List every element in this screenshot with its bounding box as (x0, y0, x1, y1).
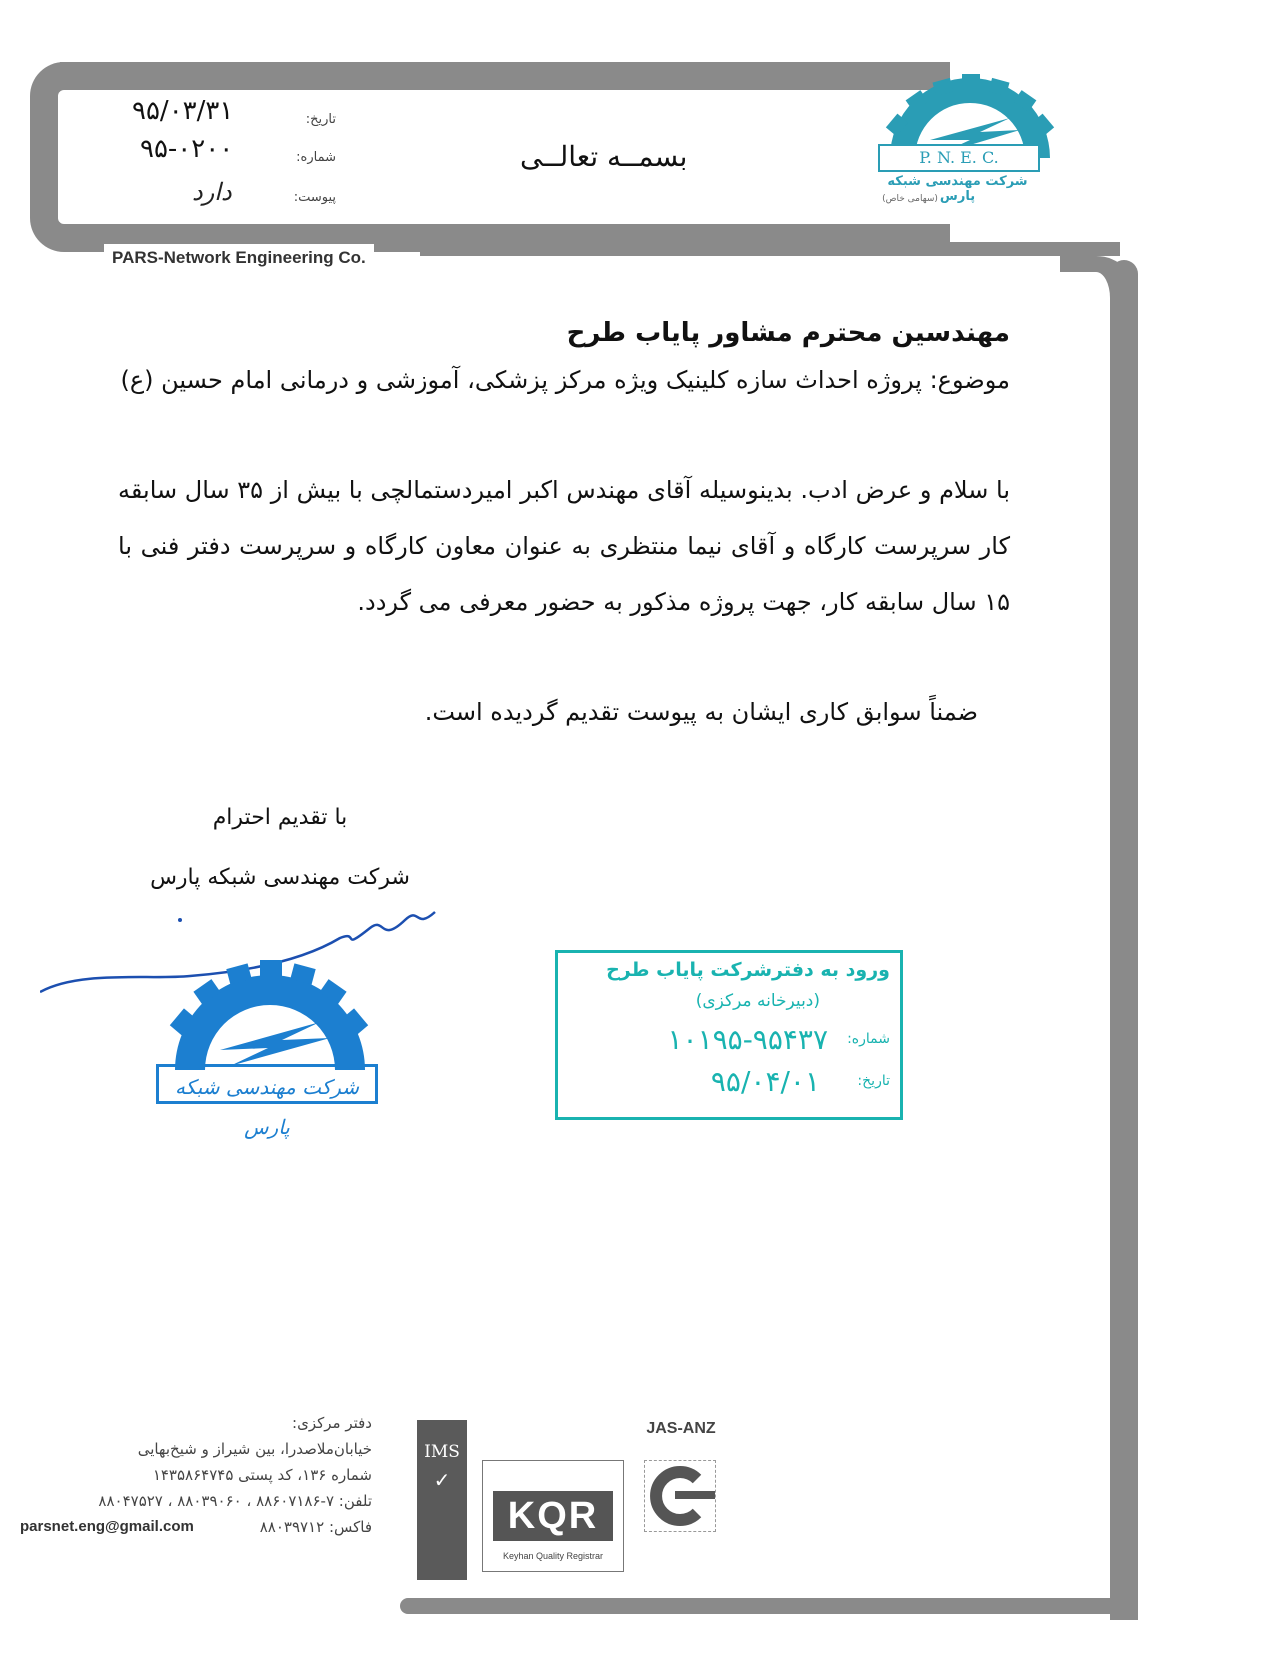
closing: با تقدیم احترام (212, 805, 348, 830)
attachment-label: پیوست: (293, 190, 336, 205)
logo-company-name: شرکت مهندسی شبکه پارس (887, 174, 1028, 204)
date-label: تاریخ: (305, 112, 336, 127)
address-line-2: شماره ۱۳۶، کد پستی ۱۴۳۵۸۶۴۷۴۵ (152, 1466, 372, 1484)
recipient: مهندسین محترم مشاور پایاب طرح (566, 318, 1010, 348)
seal-gear-icon (150, 952, 390, 1072)
company-seal (150, 952, 390, 1139)
company-english-name: PARS-Network Engineering Co. (104, 244, 374, 272)
fax: فاکس: ۸۸۰۳۹۷۱۲ (259, 1518, 372, 1536)
stamp-subtitle: (دبیرخانه مرکزی) (695, 991, 820, 1011)
number-label: شماره: (296, 150, 336, 165)
jas-anz-text: JAS-ANZ (646, 1420, 716, 1437)
header-frame-bottom (420, 242, 1120, 256)
postscript: ضمناً سوابق کاری ایشان به پیوست تقدیم گردیده است. (424, 698, 978, 726)
footer-address (20, 1410, 372, 1540)
ims-text: IMS (424, 1442, 460, 1462)
check-icon: ✓ (433, 1468, 451, 1492)
footer-frame-bar (400, 1598, 1138, 1614)
date-value: ۹۵/۰۳/۳۱ (132, 96, 234, 126)
receipt-stamp (555, 950, 903, 1120)
logo-company-type: (سهامی خاص) (882, 194, 938, 204)
phones: تلفن: ۷-۸۸۶۰۷۱۸۶ ، ۸۸۰۳۹۰۶۰ ، ۸۸۰۴۷۵۲۷ (98, 1492, 372, 1510)
number-value: ۹۵-۰۲۰۰ (140, 134, 234, 164)
jas-anz-cert-logo (636, 1420, 726, 1580)
letter-body: با سلام و عرض ادب. بدینوسیله آقای مهندس اکبر امیردستمالچی با بیش از ۳۵ سال سابقه کار سرپرست کارگاه و آقای نیما منتظری به عنوان معاون کارگاه و سرپرست دفتر فنی با ۱۵ سال سابقه کار، جهت پروژه مذکور به حضور معرفی می گردد. (118, 476, 1010, 616)
office-label: دفتر مرکزی: (292, 1414, 372, 1432)
subject: موضوع: پروژه احداث سازه کلینیک ویژه مرکز پزشکی، آموزشی و درمانی امام حسین (ع) (120, 366, 1010, 394)
kqr-text: KQR (493, 1491, 613, 1541)
stamp-number-value: ۱۰۱۹۵-۹۵۴۳۷ (667, 1023, 828, 1056)
jas-anz-c-icon (645, 1461, 715, 1531)
jas-anz-mark (644, 1460, 716, 1532)
stamp-number-label: شماره: (847, 1031, 890, 1047)
attachment-value: دارد (192, 178, 232, 206)
company-logo (870, 70, 1080, 220)
stamp-date-value: ۹۵/۰۴/۰۱ (710, 1065, 820, 1098)
email: parsnet.eng@gmail.com (20, 1518, 194, 1535)
signatory: شرکت مهندسی شبکه پارس (150, 865, 410, 890)
stamp-date-label: تاریخ: (857, 1073, 890, 1089)
stamp-title: ورود به دفترشرکت پایاب طرح (606, 959, 890, 981)
kqr-caption: Keyhan Quality Registrar (502, 1551, 604, 1561)
address-line-1: خیابان‌ملاصدرا، بین شیراز و شیخ‌بهایی (137, 1440, 372, 1458)
right-frame-bar (1110, 260, 1138, 1620)
kqr-cert-logo (482, 1460, 624, 1572)
bismillah: بسمــه تعالــی (520, 140, 688, 173)
seal-company-name: شرکت مهندسی شبکه پارس (156, 1064, 378, 1104)
ims-cert-logo (417, 1420, 467, 1580)
logo-initials: P. N. E. C. (878, 144, 1040, 172)
